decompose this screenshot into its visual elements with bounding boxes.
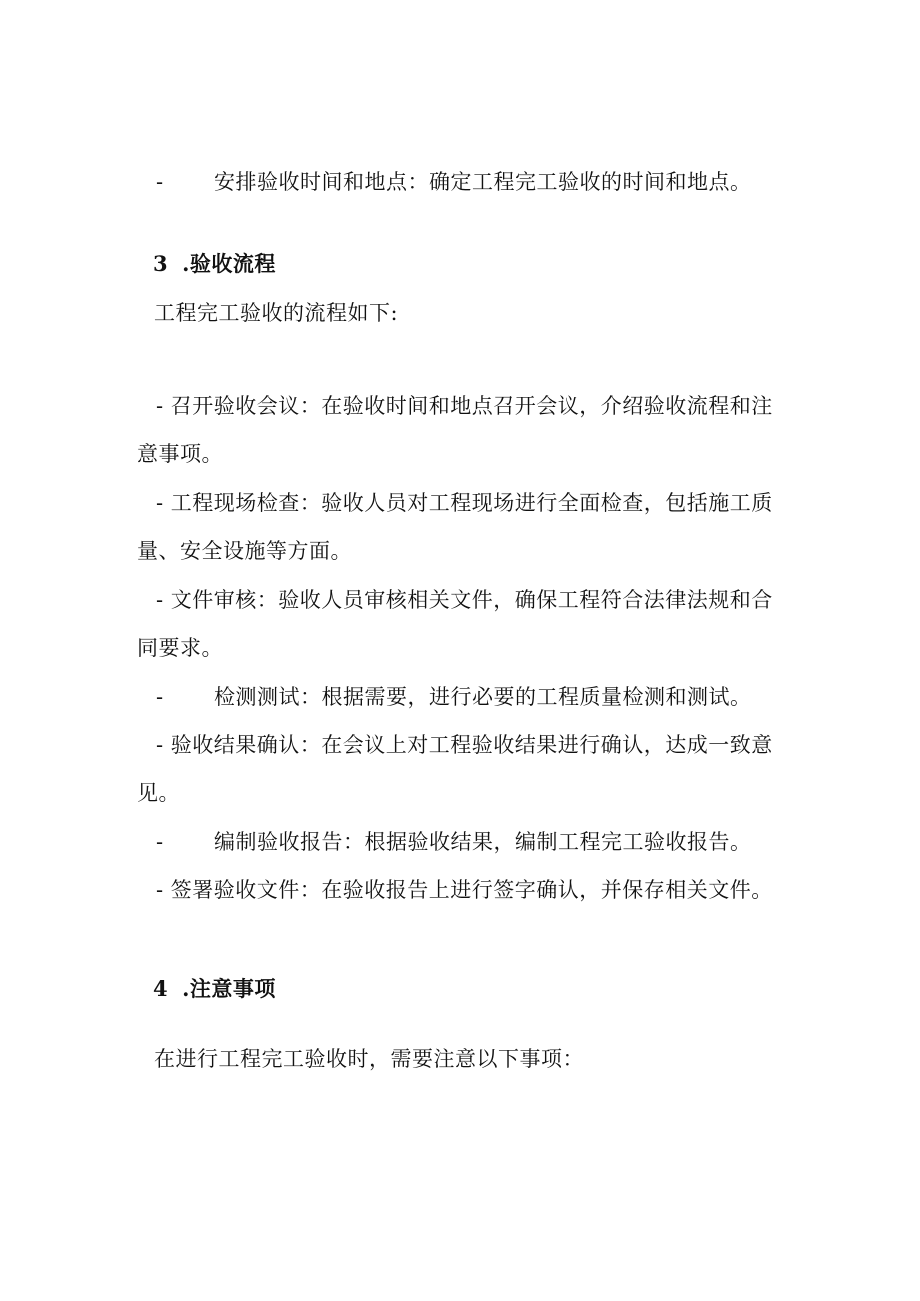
list-item xyxy=(156,876,773,904)
list-item-text: 编制验收报告：根据验收结果，编制工程完工验收报告。 xyxy=(214,830,752,854)
section-number: 3 xyxy=(153,251,169,276)
list-item xyxy=(156,828,752,856)
list-item-text: 签署验收文件：在验收报告上进行签字确认，并保存相关文件。 xyxy=(163,878,773,902)
list-item-continuation: 见。 xyxy=(137,781,180,805)
list-dash: - xyxy=(156,685,164,709)
list-item-continuation: 同要求。 xyxy=(137,636,223,660)
list-item xyxy=(156,586,773,614)
section-intro-3: 工程完工验收的流程如下: xyxy=(154,301,399,325)
list-item xyxy=(156,683,752,711)
list-dash: - xyxy=(156,830,164,854)
list-item-text: 召开验收会议：在验收时间和地点召开会议，介绍验收流程和注 xyxy=(163,394,773,418)
list-dash: - xyxy=(156,588,164,612)
section-title: .验收流程 xyxy=(182,251,276,276)
section-intro-4: 在进行工程完工验收时，需要注意以下事项： xyxy=(154,1047,584,1071)
list-item-continuation: 意事项。 xyxy=(137,442,223,466)
section-title: .注意事项 xyxy=(182,976,276,1001)
list-item-time-place xyxy=(156,168,752,196)
list-item-text: 验收结果确认：在会议上对工程验收结果进行确认，达成一致意 xyxy=(163,733,773,757)
list-item-text: 工程现场检查：验收人员对工程现场进行全面检查，包括施工质 xyxy=(163,491,773,515)
list-dash: - xyxy=(156,170,164,194)
list-item xyxy=(156,489,773,517)
list-item-text: 文件审核：验收人员审核相关文件，确保工程符合法律法规和合 xyxy=(163,588,773,612)
list-dash: - xyxy=(156,878,164,902)
list-item xyxy=(156,731,773,759)
list-item-continuation: 量、安全设施等方面。 xyxy=(137,539,352,563)
list-item xyxy=(156,392,773,420)
section-heading-4 xyxy=(153,975,276,1003)
list-item-text: 检测测试：根据需要，进行必要的工程质量检测和测试。 xyxy=(214,685,752,709)
list-dash: - xyxy=(156,733,164,757)
section-heading-3 xyxy=(153,250,276,278)
list-item-text: 安排验收时间和地点：确定工程完工验收的时间和地点。 xyxy=(214,170,752,194)
section-number: 4 xyxy=(153,976,169,1001)
list-dash: - xyxy=(156,491,164,515)
list-dash: - xyxy=(156,394,164,418)
